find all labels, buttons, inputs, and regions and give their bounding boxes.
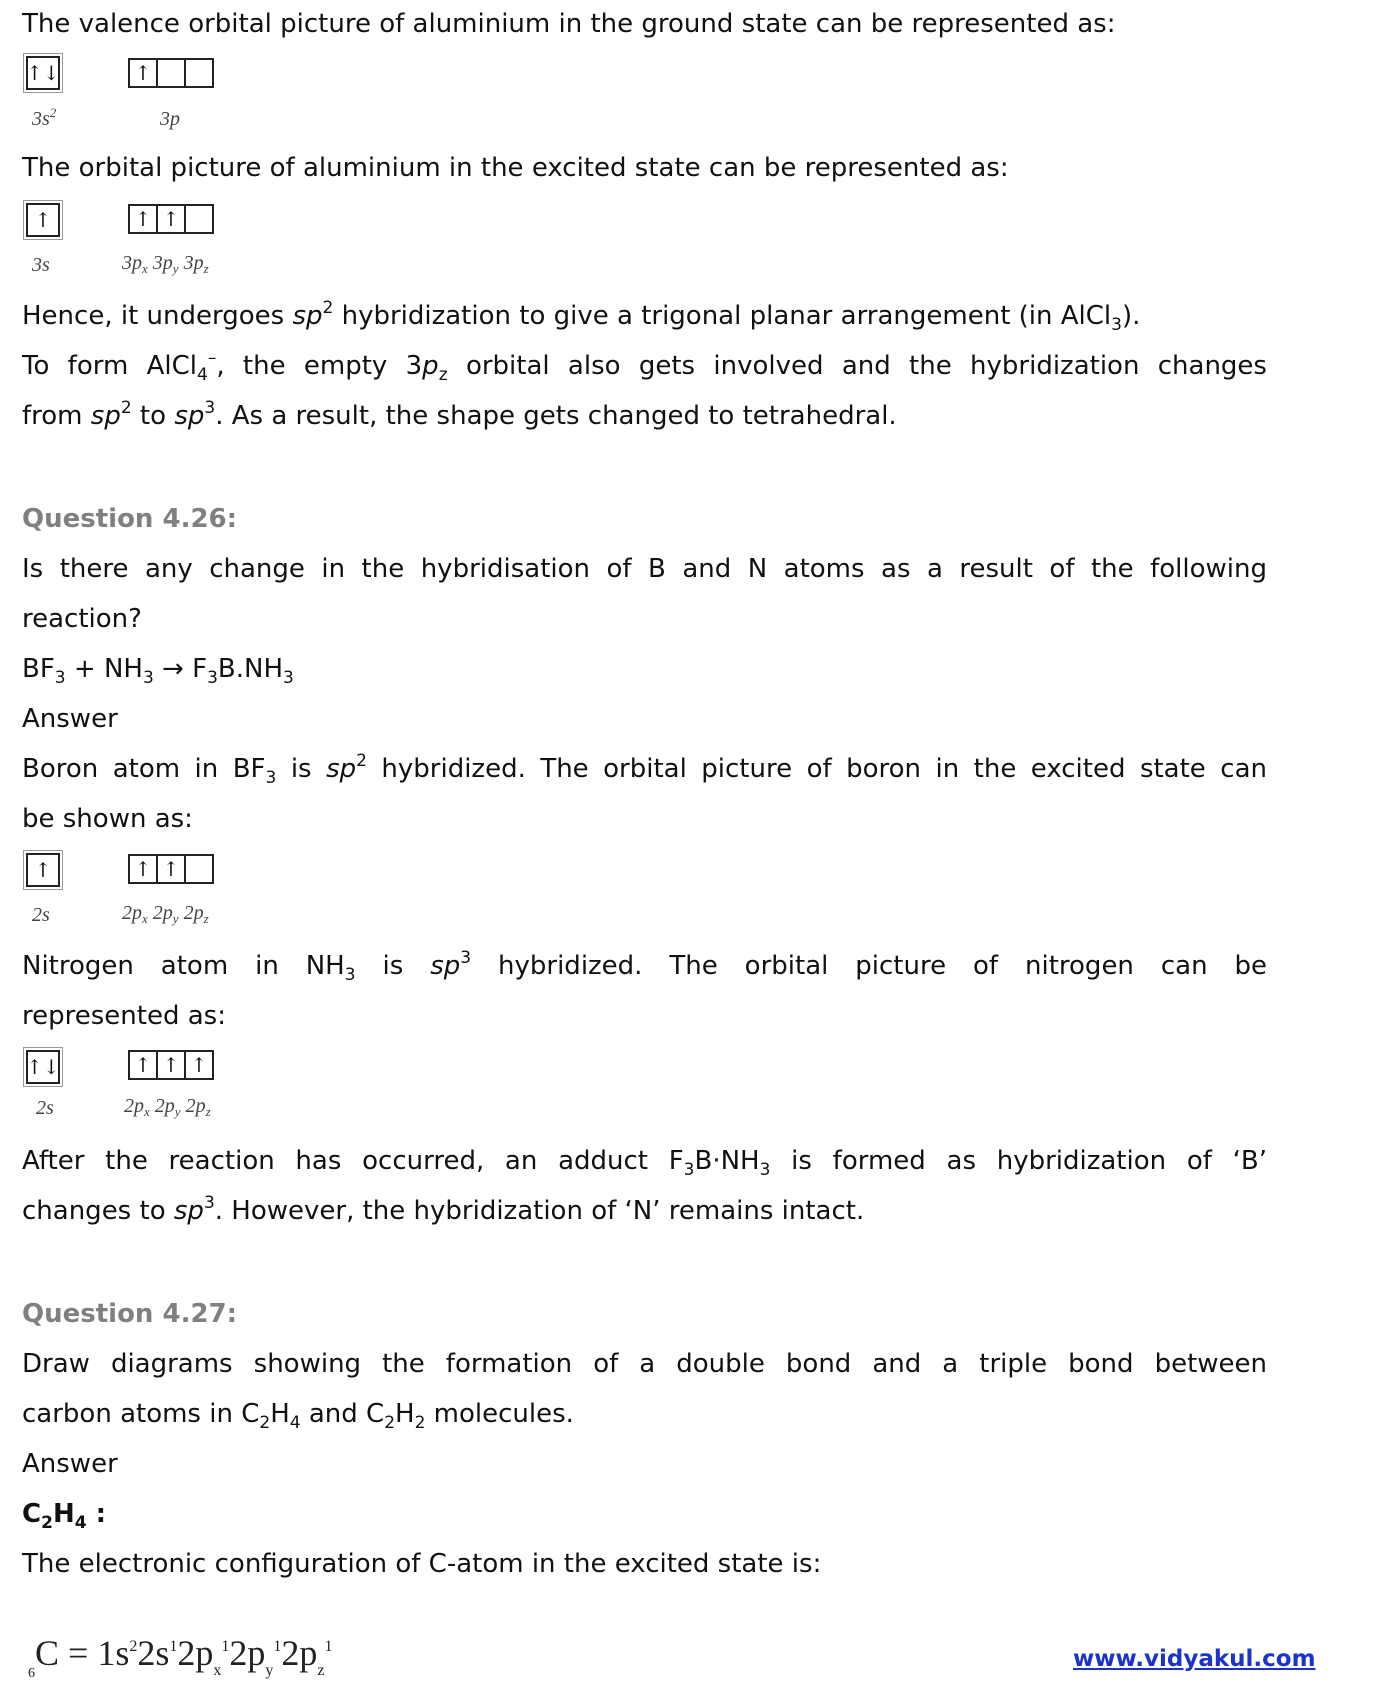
- orbital-label-2p-xyz: $2p_x$ $2p_y$ $2p_z$: [122, 902, 209, 926]
- orbital-box: ↑↓: [26, 56, 60, 90]
- orbital-label-3p: 3p: [160, 108, 180, 130]
- question-heading-4-26: Question 4.26:: [22, 504, 238, 534]
- paragraph-boron-cont: be shown as:: [22, 804, 193, 834]
- orbital-box-3s-excited: [26, 203, 60, 237]
- orbital-box: [184, 204, 214, 234]
- orbital-label-3s: 3s: [32, 254, 50, 276]
- orbital-box-2s-nitrogen: [26, 1050, 60, 1084]
- orbital-box: ↑: [128, 1050, 158, 1080]
- question-4-26-text: Is there any change in the hybridisation of B and N atoms as a result of the following: [22, 554, 1267, 584]
- orbital-box: [184, 58, 214, 88]
- section-heading-c2h4: $C_2H_4$ :: [22, 1499, 106, 1533]
- orbital-label-2s: 2s: [36, 1097, 54, 1119]
- question-4-27-text-cont: carbon atoms in $C_2H_4$ and $C_2H_2$ molecules.: [22, 1399, 574, 1433]
- question-heading-4-27: Question 4.27:: [22, 1299, 238, 1329]
- orbital-boxes-2p-nitrogen: [128, 1050, 214, 1080]
- paragraph-electronic-config: The electronic configuration of C-atom in the excited state is:: [22, 1549, 822, 1579]
- orbital-label-3s2: $3s^2$: [32, 105, 57, 130]
- electron-configuration-formula: $_6C = 1s^22s^12p_x^12p_y^12p_z^1$: [28, 1633, 333, 1681]
- orbital-boxes-2p-boron: [128, 854, 214, 884]
- orbital-box: ↑: [128, 854, 158, 884]
- orbital-boxes-3p-excited: [128, 204, 214, 234]
- paragraph-excited-state: The orbital picture of aluminium in the excited state can be represented as:: [22, 153, 1009, 183]
- orbital-box-3s-ground: [26, 56, 60, 90]
- paragraph-adduct-cont: changes to $sp^3$. However, the hybridization of ‘N’ remains intact.: [22, 1193, 865, 1226]
- orbital-boxes-3p-ground: [128, 58, 214, 88]
- orbital-box: ↑↓: [26, 1050, 60, 1084]
- orbital-box: ↑: [128, 58, 158, 88]
- question-4-27-text: Draw diagrams showing the formation of a double bond and a triple bond between: [22, 1349, 1267, 1379]
- orbital-label-2s: 2s: [32, 904, 50, 926]
- orbital-box: ↑: [26, 203, 60, 237]
- paragraph-tetrahedral: from $sp^2$ to $sp^3$. As a result, the shape gets changed to tetrahedral.: [22, 398, 897, 431]
- orbital-label-2p-xyz: $2p_x$ $2p_y$ $2p_z$: [124, 1095, 211, 1119]
- site-link[interactable]: www.vidyakul.com: [1073, 1646, 1316, 1672]
- paragraph-alcl4: To form AlCl$_4$–, the empty $3p_z$ orbital also gets involved and the hybridization changes: [22, 348, 1267, 385]
- reaction-equation: $BF_3 + NH_3 \to F_3B.NH_3$: [22, 654, 294, 688]
- orbital-box: ↑: [128, 204, 158, 234]
- paragraph-valence-orbital: The valence orbital picture of aluminium in the ground state can be represented as:: [22, 9, 1116, 39]
- paragraph-sp2-hybridization: Hence, it undergoes $sp^2$ hybridization to give a trigonal planar arrangement (in AlCl$_3$).: [22, 298, 1141, 335]
- orbital-box-2s-boron: [26, 853, 60, 887]
- orbital-box: ↑: [26, 853, 60, 887]
- answer-label: Answer: [22, 704, 118, 734]
- answer-label: Answer: [22, 1449, 118, 1479]
- paragraph-nitrogen-cont: represented as:: [22, 1001, 226, 1031]
- orbital-box: [156, 58, 186, 88]
- orbital-box: ↑: [156, 1050, 186, 1080]
- orbital-box: ↑: [184, 1050, 214, 1080]
- paragraph-boron: Boron atom in $BF_3$ is $sp^2$ hybridized. The orbital picture of boron in the excited state can: [22, 751, 1267, 788]
- paragraph-adduct: After the reaction has occurred, an adduct $F_3B\cdot NH_3$ is formed as hybridization of ‘B’: [22, 1146, 1267, 1180]
- paragraph-nitrogen: Nitrogen atom in $NH_3$ is $sp^3$ hybridized. The orbital picture of nitrogen can be: [22, 948, 1267, 985]
- orbital-box: ↑: [156, 854, 186, 884]
- orbital-label-3p-xyz: $3p_x$ $3p_y$ $3p_z$: [122, 252, 209, 276]
- orbital-box: [184, 854, 214, 884]
- orbital-box: ↑: [156, 204, 186, 234]
- question-4-26-text-cont: reaction?: [22, 604, 142, 634]
